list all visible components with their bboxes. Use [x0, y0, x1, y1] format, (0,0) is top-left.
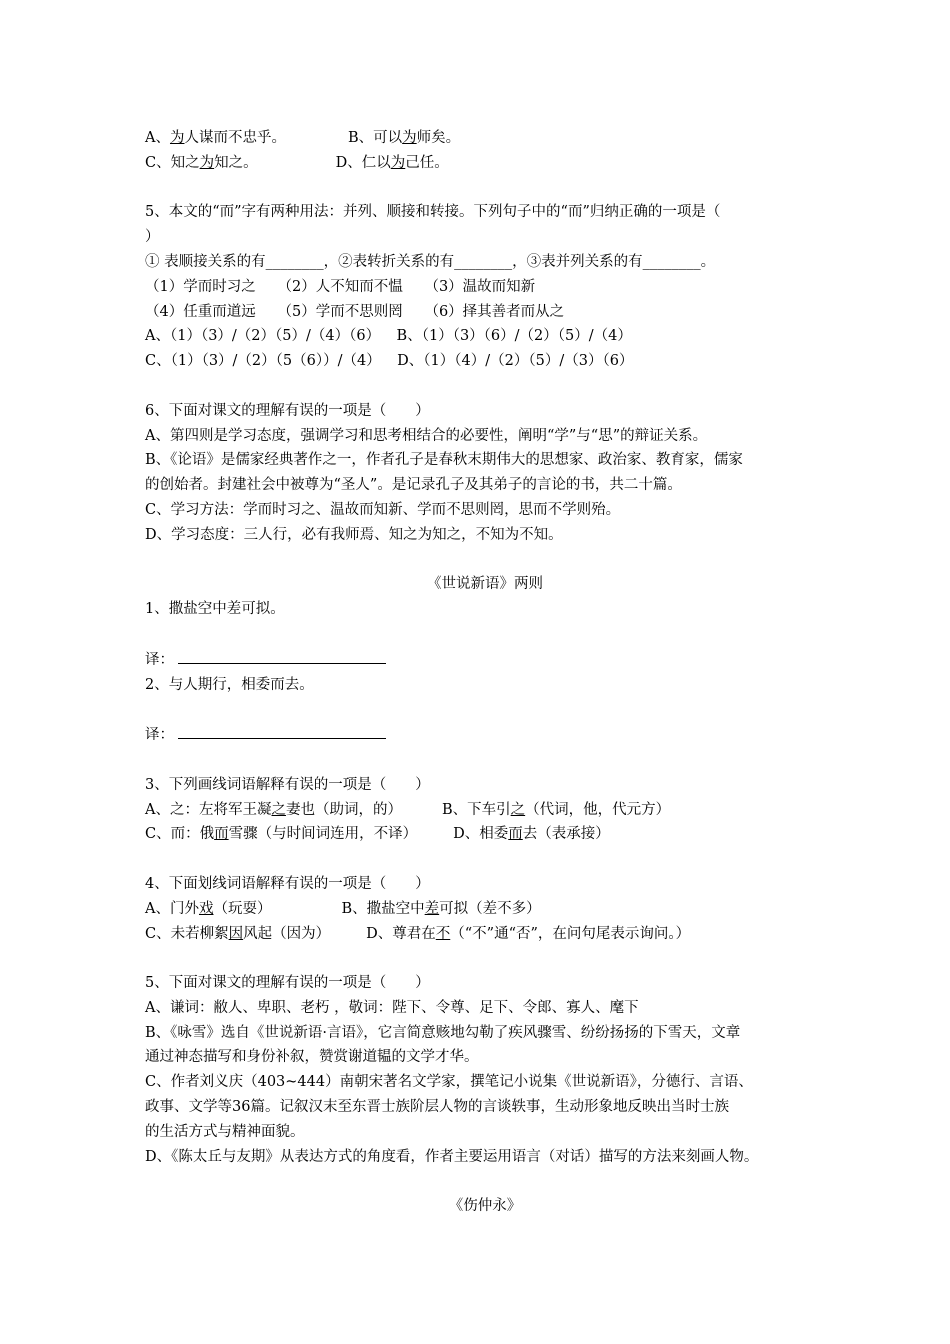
section-title-shangzhongyong: 《伤仲永》 — [448, 1198, 522, 1215]
s2-q1: 1、撒盐空中差可拟。 — [145, 601, 285, 618]
q6-option-c: C、学习方法：学而时习之、温故而知新、学而不思则罔，思而不学则殆。 — [145, 501, 621, 518]
option-a-underlined: 为 — [169, 130, 185, 146]
s2-q5-option-c-line3: 的生活方式与精神面貌。 — [145, 1123, 305, 1140]
q5-items-2: （4）任重而道远 （5）学而不思则罔 （6）择其善者而从之 — [145, 303, 565, 320]
s2-q1-translation — [145, 647, 825, 673]
option-b-text-rest: （代词，他，代元方） — [525, 801, 671, 818]
option-c-underlined: 为 — [199, 154, 215, 171]
s2-q5-option-c-line2: 政事、文学等36篇。记叙汉末至东晋士族阶层人物的言谈轶事，生动形象地反映出当时士族 — [145, 1099, 729, 1116]
q5-options-ab: A、（1）（3）/（2）（5）/（4）（6） B、（1）（3）（6）/（2）（5）/（4） — [145, 328, 632, 345]
option-d-text: D、相委 — [453, 826, 509, 843]
s2-q3-stem: 3、下列画线词语解释有误的一项是（ ） — [145, 776, 430, 793]
option-b-text-rest: 可拟（差不多） — [439, 900, 541, 917]
translate-label: 译： — [145, 651, 174, 668]
option-b-text: B、可以 — [347, 130, 403, 146]
q4-options-cd — [145, 151, 825, 176]
option-c-text-rest: 雪骤（与时间词连用，不译） — [228, 826, 418, 843]
option-d-underlined: 不 — [435, 925, 451, 942]
option-c-text: C、知之 — [145, 154, 200, 171]
q5-items-1: （1）学而时习之 （2）人不知而不愠 （3）温故而知新 — [145, 278, 536, 295]
document-page — [145, 126, 825, 1219]
translation-answer-blank[interactable] — [178, 722, 386, 739]
section-title-shishuo: 《世说新语》两则 — [427, 576, 543, 593]
option-b-text: B、下车引 — [441, 801, 511, 818]
translate-label: 译： — [145, 727, 174, 744]
option-d-text-rest: 己任。 — [405, 154, 449, 171]
option-a-text-rest: （玩耍） — [213, 900, 272, 917]
option-c-underlined: 而 — [214, 826, 229, 843]
translation-answer-blank[interactable] — [178, 647, 386, 664]
q6-option-a: A、第四则是学习态度，强调学习和思考相结合的必要性，阐明“学”与“思”的辩证关系。 — [145, 427, 708, 444]
option-a-underlined: 之 — [271, 801, 286, 818]
q5-stem-line1: 5、本文的“而”字有两种用法：并列、顺接和转接。下列句子中的“而”归纳正确的一项是（ — [145, 204, 721, 221]
q6-option-d: D、学习态度：三人行，必有我师焉、知之为知之，不知为不知。 — [145, 526, 563, 543]
option-a-underlined: 戏 — [198, 900, 214, 917]
option-c-underlined: 因 — [228, 925, 244, 942]
option-b-text-rest: 师矣。 — [416, 130, 461, 146]
q6-option-b-line1: B、《论语》是儒家经典著作之一，作者孔子是春秋末期伟大的思想家、政治家、教育家，儒家 — [145, 452, 743, 469]
option-d-underlined: 为 — [390, 154, 406, 171]
q5-options-cd: C、（1）（3）/（2）（5（6））/（4） D、（1）（4）/（2）（5）/（3）（6） — [145, 353, 634, 370]
option-b-underlined: 差 — [424, 900, 440, 917]
q6-option-b-line2: 的创始者。封建社会中被尊为“圣人”。是记录孔子及其弟子的言论的书，共二十篇。 — [145, 477, 682, 494]
s2-q5-stem: 5、下面对课文的理解有误的一项是（ ） — [145, 975, 430, 992]
option-a-text: A、门外 — [145, 900, 199, 917]
q6-stem: 6、下面对课文的理解有误的一项是（ ） — [145, 402, 430, 419]
option-d-text-rest: 去（表承接） — [522, 826, 610, 843]
option-c-text: C、而：俄 — [145, 826, 215, 843]
option-c-text-rest: 知之。 — [214, 154, 258, 171]
s2-q5-option-b-line1: B、《咏雪》选自《世说新语·言语》，它言简意赅地勾勒了疾风骤雪、纷纷扬扬的下雪天，文章 — [145, 1024, 741, 1041]
option-c-text-rest: 风起（因为） — [243, 925, 331, 942]
s2-q5-option-a: A、谦词：敝人、卑职、老朽 ，敬词：陛下、令尊、足下、令郎、寡人、麾下 — [145, 999, 639, 1016]
s2-q4-stem: 4、下面划线词语解释有误的一项是（ ） — [145, 875, 430, 892]
option-d-text: D、尊君在 — [366, 925, 436, 942]
s2-q4-options-cd — [145, 922, 825, 947]
option-b-underlined: 之 — [510, 801, 526, 818]
option-a-text-rest: 人谋而不忠乎。 — [184, 130, 286, 146]
option-d-text: D、仁以 — [335, 154, 391, 171]
option-b-underlined: 为 — [402, 130, 417, 146]
option-d-underlined: 而 — [508, 826, 523, 843]
s2-q3-options-ab — [145, 798, 825, 823]
s2-q2-translation — [145, 722, 825, 748]
s2-q3-options-cd — [145, 822, 825, 847]
s2-q5-option-d: D、《陈太丘与友期》从表达方式的角度看，作者主要运用语言（对话）描写的方法来刻画人物。 — [145, 1148, 759, 1165]
option-a-text: A、之：左将军王凝 — [145, 801, 272, 818]
option-a-text: A、 — [145, 130, 170, 146]
option-c-text: C、未若柳絮 — [145, 925, 229, 942]
q5-stem-line2: ） — [145, 229, 160, 246]
s2-q4-options-ab — [145, 897, 825, 922]
q5-fill-blanks: ① 表顺接关系的有________，②表转折关系的有________，③表并列关系的有________。 — [145, 253, 716, 270]
q4-options-ab — [145, 126, 825, 151]
s2-q5-option-c-line1: C、作者刘义庆（403~444）南朝宋著名文学家，撰笔记小说集《世说新语》，分德行、言语、 — [145, 1074, 753, 1091]
option-a-text-rest: 妻也（助词，的） — [285, 801, 402, 818]
s2-q2: 2、与人期行，相委而去。 — [145, 676, 314, 693]
option-d-text-rest: （“不”通“否”，在问句尾表示询问。） — [450, 925, 691, 942]
option-b-text: B、撒盐空中 — [341, 900, 425, 917]
s2-q5-option-b-line2: 通过神态描写和身份补叙，赞赏谢道韫的文学才华。 — [145, 1049, 479, 1066]
